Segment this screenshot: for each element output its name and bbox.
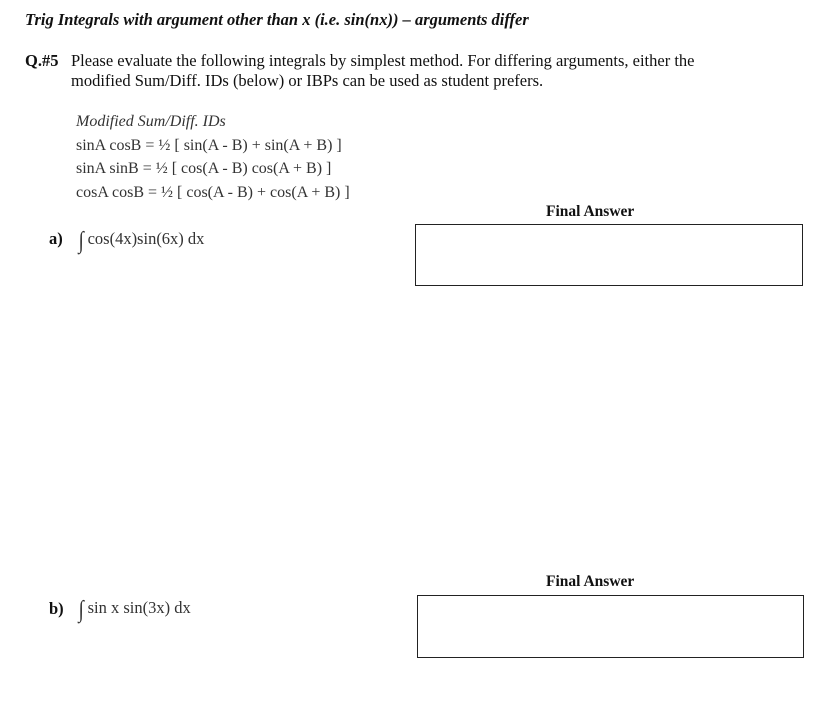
part-a-integrand: cos(4x)sin(6x) dx [87, 229, 205, 248]
final-answer-box-a[interactable] [415, 224, 803, 286]
part-a-label: a) [49, 229, 63, 248]
identity-cos-cos: cosA cosB = ½ [ cos(A - B) + cos(A + B) ] [76, 183, 350, 201]
identities-block [76, 110, 350, 204]
question-instructions [71, 51, 771, 91]
identities-title: Modified Sum/Diff. IDs [76, 113, 226, 130]
part-b-label: b) [49, 599, 64, 618]
identity-sin-sin: sinA sinB = ½ [ cos(A - B) cos(A + B) ] [76, 160, 332, 177]
part-b-integral [78, 597, 191, 623]
integral-sign-icon: ∫ [78, 597, 84, 623]
instructions-line-1: Please evaluate the following integrals by simplest method. For differing arguments, either the [71, 51, 695, 70]
part-b-integrand: sin x sin(3x) dx [87, 598, 191, 617]
identity-sin-cos: sinA cosB = ½ [ sin(A - B) + sin(A + B) ] [76, 136, 342, 154]
integral-sign-icon: ∫ [78, 228, 84, 254]
final-answer-label-b: Final Answer [546, 573, 635, 590]
worksheet-title: Trig Integrals with argument other than x (i.e. sin(nx)) – arguments differ [25, 10, 529, 29]
final-answer-label-a: Final Answer [546, 203, 635, 220]
part-a-integral [78, 228, 205, 254]
question-number: Q.#5 [25, 51, 59, 70]
instructions-line-2: modified Sum/Diff. IDs (below) or IBPs can be used as student prefers. [71, 71, 544, 90]
final-answer-box-b[interactable] [417, 595, 804, 658]
